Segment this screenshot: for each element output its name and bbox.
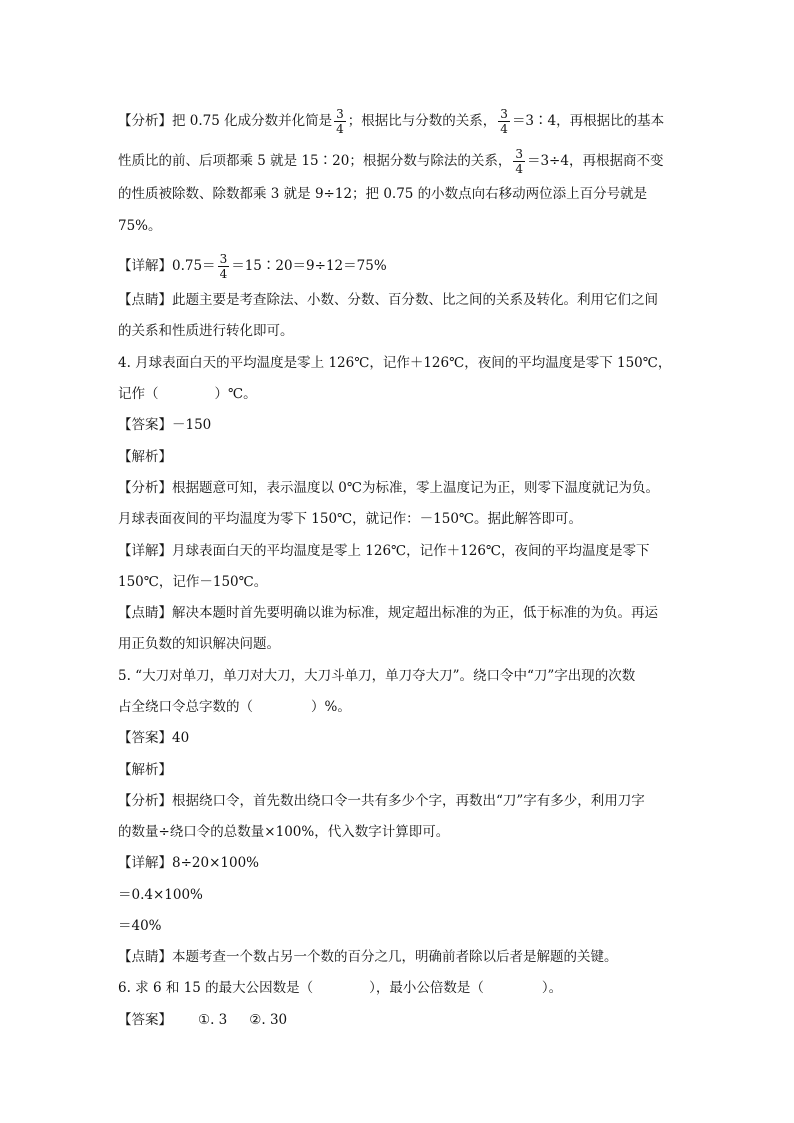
answer-label: 【答案】 — [118, 730, 172, 746]
q6-question-line — [118, 978, 678, 998]
review-label: 【点睛】 — [118, 605, 172, 621]
fraction-denominator: 4 — [500, 122, 508, 136]
q3-review-line-1 — [118, 290, 678, 310]
fraction — [218, 252, 230, 281]
review-label: 【点睛】 — [118, 292, 172, 308]
text: 根据绕口令，首先数出绕口令一共有多少个字，再数出“刀”字有多少，利用刀字 — [172, 793, 645, 809]
detail-label: 【详解】 — [118, 258, 172, 274]
review-label: 【点睛】 — [118, 949, 172, 965]
answer-value: －150 — [172, 417, 212, 433]
analysis-label: 【分析】 — [118, 113, 172, 129]
analysis-label: 【分析】 — [118, 480, 172, 496]
text: ），最小公倍数是（ — [369, 980, 484, 996]
text: 解决本题时首先要明确以谁为标准，规定超出标准的为正，低于标准的为负。再运 — [172, 605, 658, 621]
text: 性质比的前、后项都乘 5 就是 15∶20；根据分数与除法的关系， — [118, 153, 512, 169]
q4-question-line-1: 4. 月球表面白天的平均温度是零上 126℃，记作＋126℃，夜间的平均温度是零下 150℃， — [118, 355, 672, 371]
text: ；根据比与分数的关系， — [347, 113, 497, 129]
q3-analysis-line-4: 75%。 — [118, 218, 162, 234]
q5-question-line-1: 5. “大刀对单刀，单刀对大刀，大刀斗单刀，单刀夺大刀”。绕口令中“刀”字出现的次数 — [118, 668, 636, 684]
q4-question-line-2 — [118, 384, 678, 404]
q4-answer-line — [118, 415, 678, 435]
fraction-numerator: 3 — [500, 107, 508, 121]
q3-analysis-line-3: 的性质被除数、除数都乘 3 就是 9÷12；把 0.75 的小数点向右移动两位添上百分号就是 — [118, 186, 648, 202]
text: ＝3÷4，再根据商不变 — [526, 153, 664, 169]
q5-analysis-line-2: 的数量÷绕口令的总数量×100%，代入数字计算即可。 — [118, 824, 450, 840]
fraction-numerator: 3 — [336, 107, 344, 121]
text: 记作（ — [118, 386, 159, 402]
answer-label: 【答案】 — [118, 417, 172, 433]
text: ）%。 — [311, 699, 351, 715]
answer-label: 【答案】 — [118, 1012, 172, 1028]
fraction — [498, 107, 510, 136]
q4-review-line-2: 用正负数的知识解决问题。 — [118, 636, 280, 652]
q5-analysis-line-1 — [118, 791, 678, 811]
text: ＝15∶20＝9÷12＝75% — [231, 258, 387, 274]
text: 把 0.75 化成分数并化简是 — [172, 113, 333, 129]
fraction — [513, 147, 525, 176]
text: 0.75＝ — [172, 258, 216, 274]
q5-detail-line-2: ＝0.4×100% — [118, 887, 203, 903]
q6-answer-line — [118, 1010, 678, 1030]
q4-analysis-line-1 — [118, 478, 678, 498]
text: 8÷20×100% — [172, 855, 259, 871]
q4-explain-label: 【解析】 — [118, 449, 172, 465]
fraction — [334, 107, 346, 136]
fraction-denominator: 4 — [219, 267, 228, 281]
answer-value: 40 — [172, 730, 190, 746]
text: 月球表面白天的平均温度是零上 126℃，记作＋126℃，夜间的平均温度是零下 — [172, 543, 650, 559]
text: ）℃。 — [214, 386, 257, 402]
q3-analysis-line-1 — [118, 107, 678, 136]
q4-review-line-1 — [118, 603, 678, 623]
detail-label: 【详解】 — [118, 543, 172, 559]
text: 6. 求 6 和 15 的最大公因数是（ — [118, 980, 314, 996]
analysis-label: 【分析】 — [118, 793, 172, 809]
text: ＝3∶4，再根据比的基本 — [511, 113, 665, 129]
text: 本题考查一个数占另一个数的百分之几，明确前者除以后者是解题的关键。 — [172, 949, 618, 965]
fraction-denominator: 4 — [336, 122, 344, 136]
answer-value-1: ①. 3 — [198, 1012, 228, 1028]
fraction-numerator: 3 — [515, 147, 523, 161]
q4-analysis-line-2: 月球表面夜间的平均温度为零下 150℃，就记作：－150℃。据此解答即可。 — [118, 511, 583, 527]
fraction-numerator: 3 — [219, 252, 228, 266]
text: 根据题意可知，表示温度以 0℃为标准，零上温度记为正，则零下温度就记为负。 — [172, 480, 659, 496]
q5-answer-line — [118, 728, 678, 748]
q3-detail-line — [118, 252, 678, 281]
text: 此题主要是考查除法、小数、分数、百分数、比之间的关系及转化。利用它们之间 — [172, 292, 658, 308]
text: 占全绕口令总字数的（ — [118, 699, 253, 715]
answer-value-2: ②. 30 — [249, 1012, 288, 1028]
text: ）。 — [541, 980, 563, 996]
q4-detail-line-2: 150℃，记作－150℃。 — [118, 574, 268, 590]
q4-detail-line-1 — [118, 541, 678, 561]
q5-review-line — [118, 947, 678, 967]
q5-detail-line-1 — [118, 853, 678, 873]
fraction-denominator: 4 — [515, 162, 523, 176]
q3-review-line-2: 的关系和性质进行转化即可。 — [118, 323, 294, 339]
q3-analysis-line-2 — [118, 147, 678, 176]
q5-detail-line-3: ＝40% — [118, 918, 162, 934]
detail-label: 【详解】 — [118, 855, 172, 871]
q5-question-line-2 — [118, 697, 678, 717]
q5-explain-label: 【解析】 — [118, 762, 172, 778]
